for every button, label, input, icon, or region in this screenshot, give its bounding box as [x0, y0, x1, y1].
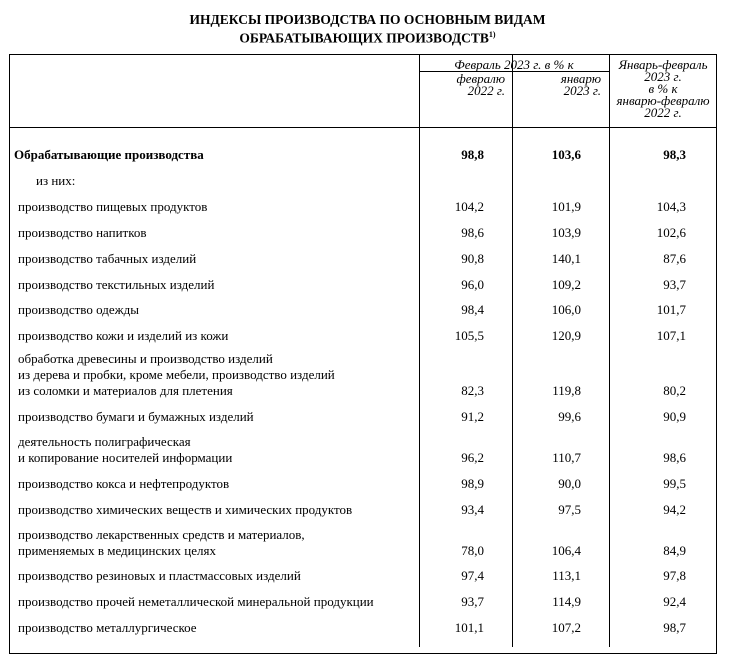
header-line: 2022 г. [467, 83, 505, 98]
row-label: производство одежды [18, 302, 139, 317]
header-line: 2023 г. [644, 69, 682, 84]
value-v2: 107,2 [551, 620, 581, 635]
value-v1: 98,4 [461, 302, 484, 317]
header-col-jan2023 [512, 73, 601, 97]
row-label: производство лекарственных средств и материалов, [18, 527, 305, 542]
value-v3: 107,1 [656, 328, 686, 343]
page-title-text: ОБРАБАТЫВАЮЩИХ ПРОИЗВОДСТВ [239, 30, 489, 46]
value-v2: 103,9 [551, 225, 581, 240]
value-v3: 102,6 [656, 225, 686, 240]
header-line: февралю [456, 71, 505, 86]
header-line: 2022 г. [644, 105, 682, 120]
value-v1: 90,8 [461, 251, 484, 266]
value-v3: 97,8 [663, 568, 686, 583]
header-line: в % к [648, 81, 678, 96]
value-v3: 98,7 [663, 620, 686, 635]
value-v2: 90,0 [558, 476, 581, 491]
value-v3: 87,6 [663, 251, 686, 266]
header-line: январю [560, 71, 601, 86]
row-label: производство прочей неметаллической минеральной продукции [18, 594, 374, 609]
value-v1: 105,5 [454, 328, 484, 343]
row-label: производство металлургическое [18, 620, 197, 635]
value-v2: 119,8 [552, 383, 581, 398]
row-label: производство химических веществ и химических продуктов [18, 502, 353, 517]
row-label: производство напитков [18, 225, 147, 240]
value-v1: 98,6 [461, 225, 484, 240]
value-v1: 98,9 [461, 476, 484, 491]
row-label: и копирование носителей информации [18, 450, 233, 465]
row-label: производство кожи и изделий из кожи [18, 328, 229, 343]
footnote-mark: 1) [488, 30, 496, 39]
value-v2: 99,6 [558, 409, 581, 424]
value-v3: 84,9 [663, 543, 686, 558]
row-label: деятельность полиграфическая [18, 434, 191, 449]
header-line: январю-февралю [616, 93, 710, 108]
value-v1: 93,4 [461, 502, 484, 517]
value-v2: 101,9 [551, 199, 581, 214]
value-v2: 114,9 [552, 594, 581, 609]
row-label: из соломки и материалов для плетения [18, 383, 233, 398]
value-v1: 97,4 [461, 568, 484, 583]
value-v2: 106,0 [551, 302, 581, 317]
row-label: производство кокса и нефтепродуктов [18, 476, 230, 491]
value-v3: 90,9 [663, 409, 686, 424]
value-v3: 92,4 [663, 594, 686, 609]
value-v3: 99,5 [663, 476, 686, 491]
value-v2: 103,6 [551, 147, 581, 162]
header-group: Февраль 2023 г. в % к [454, 57, 574, 72]
value-v1: 96,2 [461, 450, 484, 465]
value-v1: 104,2 [454, 199, 484, 214]
row-label: Обрабатывающие производства [14, 147, 204, 162]
row-label: производство бумаги и бумажных изделий [18, 409, 254, 424]
value-v3: 98,3 [663, 147, 686, 162]
header-line: Январь-февраль [618, 57, 708, 72]
value-v2: 120,9 [551, 328, 581, 343]
header-col-feb2022 [419, 73, 505, 97]
row-label: производство пищевых продуктов [18, 199, 208, 214]
row-label: обработка древесины и производство изделий [18, 351, 273, 366]
value-v3: 104,3 [656, 199, 686, 214]
value-v3: 98,6 [663, 450, 686, 465]
value-v1: 91,2 [461, 409, 484, 424]
value-v2: 106,4 [551, 543, 581, 558]
page-title-line1: ИНДЕКСЫ ПРОИЗВОДСТВА ПО ОСНОВНЫМ ВИДАМ [189, 12, 546, 27]
value-v3: 94,2 [663, 502, 686, 517]
value-v3: 101,7 [656, 302, 686, 317]
value-v1: 78,0 [461, 543, 484, 558]
row-label: производство текстильных изделий [18, 277, 215, 292]
value-v2: 140,1 [551, 251, 581, 266]
value-v1: 98,8 [461, 147, 484, 162]
value-v2: 97,5 [558, 502, 581, 517]
value-v3: 93,7 [663, 277, 686, 292]
value-v1: 93,7 [461, 594, 484, 609]
header-line: 2023 г. [563, 83, 601, 98]
value-v2: 113,1 [552, 568, 581, 583]
value-v1: 96,0 [461, 277, 484, 292]
value-v3: 80,2 [663, 383, 686, 398]
page-title-line2 [0, 27, 735, 46]
row-label: производство резиновых и пластмассовых изделий [18, 568, 301, 583]
row-label: из них: [36, 173, 76, 188]
row-label: производство табачных изделий [18, 251, 197, 266]
value-v1: 101,1 [454, 620, 484, 635]
value-v2: 110,7 [552, 450, 581, 465]
row-label: применяемых в медицинских целях [18, 543, 216, 558]
row-label: из дерева и пробки, кроме мебели, производство изделий [18, 367, 335, 382]
value-v1: 82,3 [461, 383, 484, 398]
value-v2: 109,2 [551, 277, 581, 292]
header-col-janfeb [609, 59, 717, 119]
